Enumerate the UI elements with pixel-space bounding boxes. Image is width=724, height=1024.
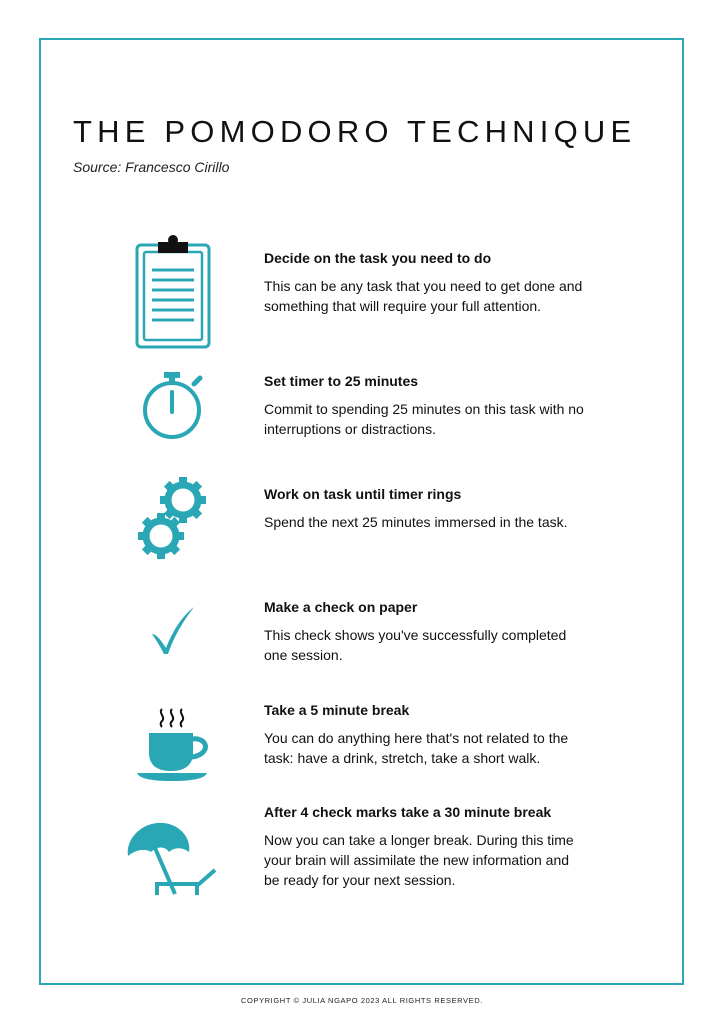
clipboard-icon [134, 234, 212, 350]
step-description: Spend the next 25 minutes immersed in the task. [264, 514, 568, 530]
step-description: You can do anything here that's not related to the task: have a drink, stretch, take a short walk. [264, 730, 569, 766]
beach-umbrella-icon [125, 818, 221, 898]
step-heading: Work on task until timer rings [264, 486, 462, 502]
step-heading: Decide on the task you need to do [264, 250, 492, 266]
checkmark-icon [148, 604, 198, 656]
step-heading: Set timer to 25 minutes [264, 373, 419, 389]
source-credit: Source: Francesco Cirillo [73, 159, 230, 175]
page-title: THE POMODORO TECHNIQUE [73, 114, 637, 149]
coffee-cup-icon [135, 705, 211, 783]
step-heading: Take a 5 minute break [264, 702, 410, 718]
step-heading: After 4 check marks take a 30 minute break [264, 804, 552, 820]
step-description: This check shows you've successfully completed one session. [264, 627, 567, 663]
step-description: Commit to spending 25 minutes on this task with no interruptions or distractions. [264, 401, 584, 437]
gears-icon [137, 476, 211, 560]
stopwatch-icon [138, 370, 208, 440]
copyright-footer: COPYRIGHT © JULIA NGAPO 2023 ALL RIGHTS RESERVED. [241, 996, 483, 1005]
step-description: This can be any task that you need to get done and something that will require your full attention. [264, 278, 583, 314]
step-heading: Make a check on paper [264, 599, 418, 615]
step-description: Now you can take a longer break. During this time your brain will assimilate the new information and be ready for your next session. [264, 832, 574, 888]
